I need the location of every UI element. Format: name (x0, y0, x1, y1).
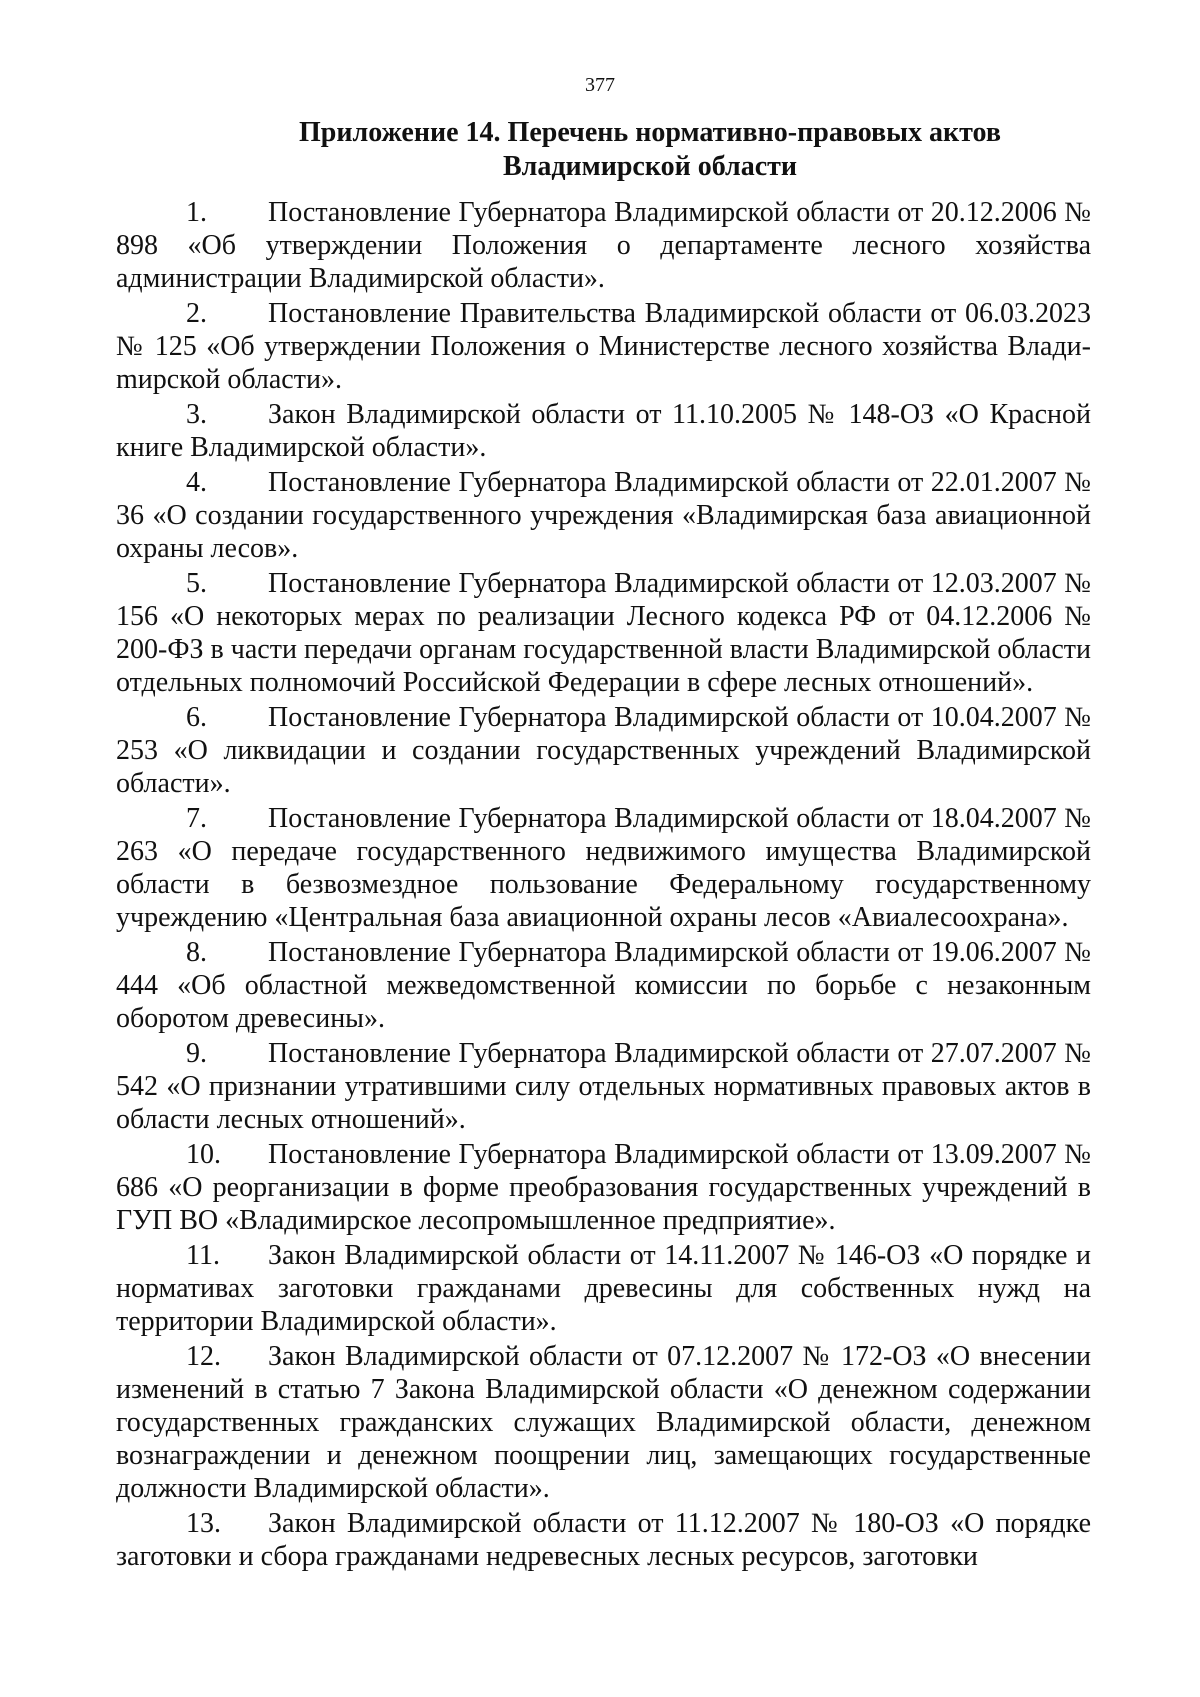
list-item-number: 1. (186, 197, 207, 228)
list-item-number: 13. (186, 1508, 221, 1539)
list-item-text: Постановление Губернатора Владимирской области от 13.09.2007 № 686 «О реорганизации в форме преобразования государственных учреждений в ГУП ВО «Владимирское лесопромышленное предприятие». (116, 1139, 1091, 1236)
list-item (116, 466, 1091, 565)
list-item (116, 802, 1091, 934)
list-item-text: Постановление Губернатора Владимирской области от 27.07.2007 № 542 «О признании утратившими силу отдельных нормативных правовых актов в области лесных отношений». (116, 1038, 1091, 1135)
title-line-2: Владимирской области (502, 151, 798, 182)
list-item (116, 1507, 1091, 1573)
page-title (200, 116, 1100, 184)
list-item (116, 567, 1091, 699)
list-item (116, 936, 1091, 1035)
list-item-number: 6. (186, 702, 207, 733)
list-item (116, 1037, 1091, 1136)
list-item-number: 10. (186, 1139, 221, 1170)
list-item-number: 7. (186, 803, 207, 834)
legal-acts-list (116, 196, 1091, 1575)
list-item (116, 701, 1091, 800)
list-item-number: 2. (186, 298, 207, 329)
list-item-number: 9. (186, 1038, 207, 1069)
list-item-number: 11. (186, 1240, 220, 1271)
list-item-text: Постановление Губернатора Владимирской области от 19.06.2007 № 444 «Об областной межведомственной комиссии по борьбе с незаконным оборотом древесины». (116, 937, 1091, 1034)
list-item-text: Закон Владимирской области от 14.11.2007 № 146-ОЗ «О порядке и нормативах заготовки гражданами древесины для собственных нужд на территории Владимирской области». (116, 1240, 1091, 1337)
list-item (116, 398, 1091, 464)
list-item (116, 1138, 1091, 1237)
page-number: 377 (585, 74, 615, 96)
list-item-number: 8. (186, 937, 207, 968)
list-item-text: Постановление Правительства Владимирской области от 06.03.2023 № 125 «Об утверждении Положения о Министерстве лесного хозяйства Владиmирской области». (116, 298, 1091, 395)
list-item (116, 196, 1091, 295)
list-item (116, 1239, 1091, 1338)
list-item (116, 297, 1091, 396)
list-item-number: 4. (186, 467, 207, 498)
list-item-number: 5. (186, 568, 207, 599)
list-item-text: Постановление Губернатора Владимирской области от 10.04.2007 № 253 «О ликвидации и создании государственных учреждений Владимирской области». (116, 702, 1091, 799)
list-item (116, 1340, 1091, 1505)
list-item-text: Закон Владимирской области от 07.12.2007 № 172-ОЗ «О внесении изменений в статью 7 Закона Владимирской области «О денежном содержании государственных гражданских служащих Владимирской области, денежном вознаграждении и денежном поощрении лиц, замещающих государственные должности Владимирской области». (116, 1341, 1091, 1504)
list-item-text: Постановление Губернатора Владимирской области от 22.01.2007 № 36 «О создании государственного учреждения «Владимирская база авиационной охраны лесов». (116, 467, 1091, 564)
list-item-text: Закон Владимирской области от 11.10.2005 № 148-ОЗ «О Красной книге Владимирской области». (116, 399, 1091, 463)
list-item-number: 3. (186, 399, 207, 430)
list-item-text: Закон Владимирской области от 11.12.2007 № 180-ОЗ «О порядке заготовки и сбора гражданами недревесных лесных ресурсов, заготовки (116, 1508, 1091, 1572)
list-item-number: 12. (186, 1341, 221, 1372)
list-item-text: Постановление Губернатора Владимирской области от 12.03.2007 № 156 «О некоторых мерах по реализации Лесного кодекса РФ от 04.12.2006 № 200-ФЗ в части передачи органам государственной власти Владимирской области отдельных полномочий Российской Федерации в сфере лесных отношений». (116, 568, 1091, 698)
list-item-text: Постановление Губернатора Владимирской области от 18.04.2007 № 263 «О передаче государственного недвижимого имущества Владимирской области в безвозмездное пользование Федеральному государственному учреждению «Центральная база авиационной охраны лесов «Авиалесоохрана». (116, 803, 1091, 933)
list-item-text: Постановление Губернатора Владимирской области от 20.12.2006 № 898 «Об утверждении Положения о департаменте лесного хозяйства администрации Владимирской области». (116, 197, 1091, 294)
title-line-1: Приложение 14. Перечень нормативно-правовых актов (299, 117, 1001, 148)
